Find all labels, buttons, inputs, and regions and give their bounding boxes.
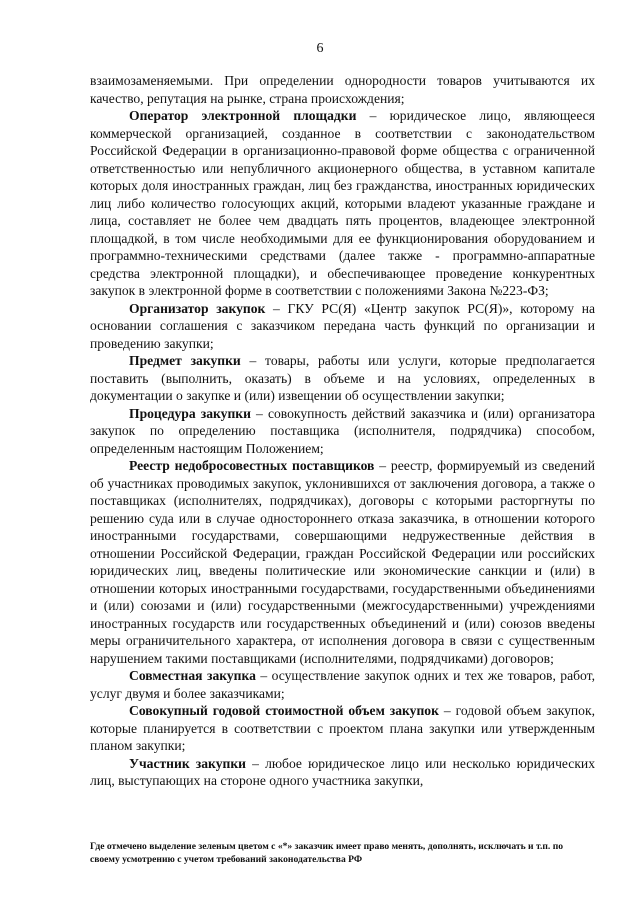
definition-paragraph bbox=[90, 352, 595, 405]
intro-paragraph: взаимозаменяемыми. При определении однородности товаров учитываются их качество, репутация на рынке, страна происхождения; bbox=[90, 73, 595, 106]
definition-text: – совокупность действий заказчика и (или) организатора закупок по определению поставщика (исполнителя, подрядчика) способом, определенным настоящим Положением; bbox=[90, 405, 595, 456]
definition-text: – годовой объем закупок, которые планируется в соответствии с проектом плана закупки или утвержденным планом закупки; bbox=[90, 703, 595, 753]
definition-text: – товары, работы или услуги, которые предполагается поставить (выполнить, оказать) в объеме и на условиях, определенных в документации о закупке и (или) извещении об осуществлении закупки; bbox=[90, 353, 595, 403]
definition-term: Организатор закупок bbox=[129, 300, 266, 316]
definition-paragraph bbox=[90, 702, 595, 755]
definition-term: Процедура закупки bbox=[129, 405, 251, 421]
page-number: 6 bbox=[316, 41, 324, 56]
definition-term: Совместная закупка bbox=[129, 668, 256, 683]
definition-term: Реестр недобросовестных поставщиков bbox=[129, 458, 375, 473]
definition-paragraph bbox=[90, 405, 595, 458]
definition-term: Оператор электронной площадки bbox=[129, 108, 357, 123]
definition-paragraph bbox=[90, 667, 595, 702]
definition-term: Предмет закупки bbox=[129, 353, 241, 368]
definition-text: – реестр, формируемый из сведений об участниках проводимых закупок, уклонившихся от заключения договора, а также о поставщиках (исполнителях, подрядчиках), договоры с которыми расторгнуты по решению суда или в случае одностороннего отказа заказчика, в отношении которого иностранными государствами, совершающими недружественные действия в отношении Российской Федерации, граждан Российской Федерации или российских юридических лиц, введены политические или экономические санкции и (или) в отношении которых иностранными государствами, государственными объединениями и (или) союзами и (или) государственными (межгосударственными) учреждениями иностранных государств или государственных объединений и (или) союзов введены меры ограничительного характера, от исполнения договора в связи с существенным нарушением такими поставщиками (исполнителями, подрядчиками) договоров; bbox=[90, 458, 595, 666]
footnote: Где отмечено выделение зеленым цветом с «*» заказчик имеет право менять, дополнять, исключать и т.п. по своему усмотрению с учетом требований законодательства РФ bbox=[90, 841, 564, 865]
definition-paragraph bbox=[90, 755, 595, 790]
definition-text: – осуществление закупок одних и тех же товаров, работ, услуг двумя и более заказчиками; bbox=[90, 668, 595, 701]
definition-term: Совокупный годовой стоимостной объем закупок bbox=[129, 703, 439, 718]
definition-text: – юридическое лицо, являющееся коммерческой организацией, созданное в соответствии с законодательством Российской Федерации в организационно-правовой форме общества с ограниченной ответственностью или непубличного акционерного общества, в уставном капитале которых доля иностранных граждан, лиц без гражданства, иностранных юридических лиц либо количество голосующих акций, которыми владеют указанные граждане и лица, составляет не более чем двадцать пять процентов, владеющее электронной площадкой, в том числе необходимыми для ее функционирования оборудованием и программно-техническими средствами (далее также - программно-аппаратные средства электронной площадки), и обеспечивающее проведение конкурентных закупок в электронной форме в соответствии с положениями Закона №223-ФЗ; bbox=[90, 108, 595, 298]
definition-text: – любое юридическое лицо или несколько юридических лиц, выступающих на стороне одного участника закупки, bbox=[90, 755, 595, 788]
definition-text: – ГКУ РС(Я) «Центр закупок РС(Я)», которому на основании соглашения с заказчиком передана часть функций по организации и проведению закупки; bbox=[90, 300, 596, 351]
definition-paragraph bbox=[90, 107, 595, 300]
definition-term: Участник закупки bbox=[129, 755, 246, 771]
definition-paragraph bbox=[90, 300, 595, 353]
document-body bbox=[90, 72, 595, 790]
definition-paragraph bbox=[90, 457, 595, 667]
